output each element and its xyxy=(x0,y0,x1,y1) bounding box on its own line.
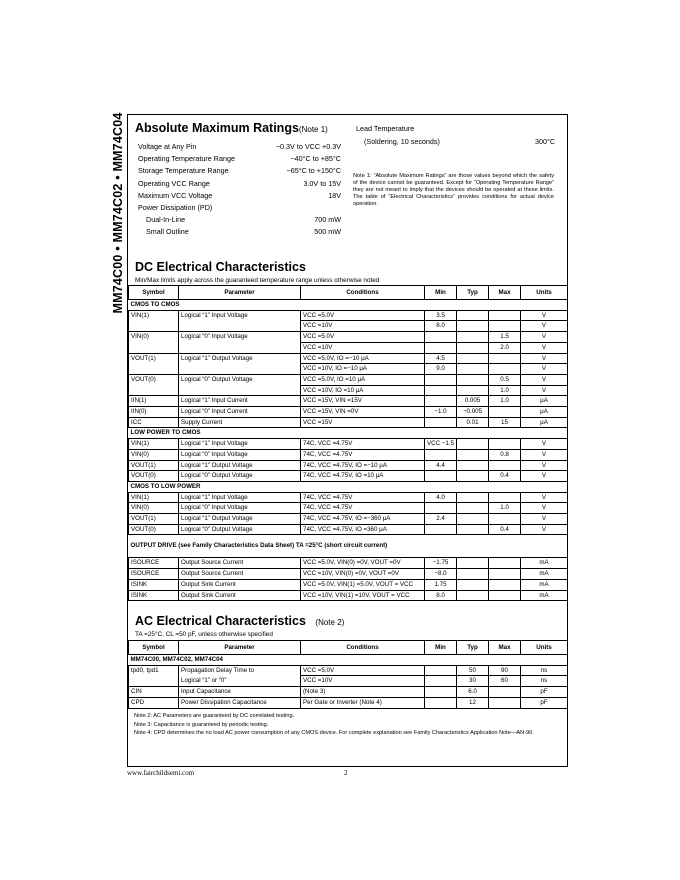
table-cell: 1.0 xyxy=(489,503,521,514)
dc-table xyxy=(128,285,568,601)
dc-header-row xyxy=(129,286,568,300)
table-cell: VIN(1) xyxy=(129,439,179,450)
page-number: 2 xyxy=(344,769,348,777)
abs-max-label: Operating Temperature Range xyxy=(138,154,235,164)
footer-url[interactable]: www.fairchildsemi.com xyxy=(127,769,195,777)
table-cell xyxy=(457,503,489,514)
ac-subtitle: TA =25°C, CL =50 pF, unless otherwise specified xyxy=(135,631,273,638)
table-cell xyxy=(489,321,521,332)
section-label: MM74C00, MM74C02, MM74C04 xyxy=(129,655,568,666)
table-cell xyxy=(457,385,489,396)
abs-max-value: 700 mW xyxy=(314,215,341,225)
abs-max-value: −0.3V to VCC +0.3V xyxy=(275,142,341,151)
table-cell xyxy=(489,407,521,418)
table-cell: Logical “0” Output Voltage xyxy=(179,374,301,385)
table-cell: mA xyxy=(521,569,568,580)
table-row xyxy=(129,569,568,580)
table-cell: 0.8 xyxy=(489,449,521,460)
table-cell: VOUT(0) xyxy=(129,374,179,385)
table-row xyxy=(129,439,568,450)
table-cell xyxy=(425,449,457,460)
table-cell: 74C, VCC =4.75V, IO =−10 μA xyxy=(301,460,425,471)
table-cell: Logical “0” Input Voltage xyxy=(179,332,301,343)
table-cell: 90 xyxy=(489,665,521,676)
table-cell: tpd0, tpd1 xyxy=(129,665,179,676)
section-label: LOW POWER TO CMOS xyxy=(129,428,568,439)
table-cell: −1.75 xyxy=(425,558,457,569)
table-cell: ISINK xyxy=(129,579,179,590)
table-row xyxy=(129,524,568,535)
table-cell: CPD xyxy=(129,697,179,708)
table-cell: Output Sink Current xyxy=(179,579,301,590)
table-cell: VCC =10V xyxy=(301,676,425,687)
table-cell: VCC =5.0V, VIN(1) =5.0V, VOUT = VCC xyxy=(301,579,425,590)
table-cell: VIN(0) xyxy=(129,503,179,514)
table-cell: ISINK xyxy=(129,590,179,601)
table-cell: Logical “0” Output Voltage xyxy=(179,471,301,482)
table-cell: V xyxy=(521,364,568,375)
column-header: Min xyxy=(425,641,457,655)
ac-title: AC Electrical Characteristics xyxy=(135,614,306,628)
table-cell: VOUT(0) xyxy=(129,524,179,535)
table-cell: 0.5 xyxy=(489,374,521,385)
table-cell: μA xyxy=(521,407,568,418)
abs-max-value: 3.0V to 15V xyxy=(303,178,341,188)
table-cell xyxy=(425,697,457,708)
table-cell: 15 xyxy=(489,417,521,428)
table-cell xyxy=(457,460,489,471)
table-cell xyxy=(425,385,457,396)
table-cell: VCC =10V xyxy=(301,321,425,332)
table-cell: 74C, VCC =4.75V, IO =360 μA xyxy=(301,524,425,535)
table-cell xyxy=(457,321,489,332)
table-cell: V xyxy=(521,449,568,460)
lead-temp-label: Lead Temperature xyxy=(356,124,415,133)
table-cell: V xyxy=(521,332,568,343)
table-cell: Output Sink Current xyxy=(179,590,301,601)
table-cell: Logical “1” Input Voltage xyxy=(179,492,301,503)
table-row xyxy=(129,353,568,364)
table-cell: CIN xyxy=(129,687,179,698)
table-cell xyxy=(425,332,457,343)
abs-max-row xyxy=(138,191,341,203)
table-cell: μA xyxy=(521,417,568,428)
column-header: Units xyxy=(521,286,568,300)
drive-title-row xyxy=(129,535,568,558)
table-cell xyxy=(457,449,489,460)
table-cell: V xyxy=(521,310,568,321)
table-cell: VCC =5.0V xyxy=(301,332,425,343)
table-cell xyxy=(457,492,489,503)
section-row xyxy=(129,428,568,439)
table-cell xyxy=(425,687,457,698)
table-cell: Per Gate or Inverter (Note 4) xyxy=(301,697,425,708)
ac-header-row xyxy=(129,641,568,655)
abs-max-label: Voltage at Any Pin xyxy=(138,142,197,151)
abs-max-note-ref: (Note 1) xyxy=(298,125,328,134)
table-cell xyxy=(457,558,489,569)
table-cell: V xyxy=(521,524,568,535)
table-cell: 4.5 xyxy=(425,353,457,364)
table-cell: V xyxy=(521,321,568,332)
table-cell xyxy=(457,374,489,385)
table-cell: VCC =5.0V, IO =10 μA xyxy=(301,374,425,385)
table-cell: VCC =15V, VIN =15V xyxy=(301,396,425,407)
table-cell: V xyxy=(521,374,568,385)
table-cell: Logical “0” Input Voltage xyxy=(179,449,301,460)
column-header: Min xyxy=(425,286,457,300)
abs-max-row xyxy=(138,203,341,215)
table-cell: −0.005 xyxy=(457,407,489,418)
abs-max-value: 500 mW xyxy=(314,227,341,237)
table-cell: −1.0 xyxy=(425,407,457,418)
table-cell: Supply Current xyxy=(179,417,301,428)
column-header: Typ xyxy=(457,286,489,300)
table-cell: Logical “0” Input Current xyxy=(179,407,301,418)
table-cell xyxy=(457,353,489,364)
table-cell: IIN(1) xyxy=(129,396,179,407)
table-row xyxy=(129,396,568,407)
column-header: Symbol xyxy=(129,286,179,300)
table-cell: Power Dissipation Capacitance xyxy=(179,697,301,708)
table-cell: VCC =10V xyxy=(301,342,425,353)
table-cell: 0.01 xyxy=(457,417,489,428)
table-cell xyxy=(457,310,489,321)
side-title-text: MM74C00 • MM74C02 • MM74C04 xyxy=(111,112,125,314)
table-cell xyxy=(457,579,489,590)
table-cell: ISOURCE xyxy=(129,569,179,580)
ac-notes xyxy=(134,712,560,738)
table-cell: Output Source Current xyxy=(179,569,301,580)
table-row xyxy=(129,374,568,385)
table-cell: 1.75 xyxy=(425,579,457,590)
table-cell: 74C, VCC =4.75V xyxy=(301,449,425,460)
table-row xyxy=(129,590,568,601)
table-cell xyxy=(179,364,301,375)
table-cell: Logical “1” or “0” xyxy=(179,676,301,687)
table-cell xyxy=(489,364,521,375)
table-cell: 74C, VCC =4.75V, IO =10 μA xyxy=(301,471,425,482)
table-cell: (Note 3) xyxy=(301,687,425,698)
column-header: Max xyxy=(489,286,521,300)
table-cell xyxy=(425,342,457,353)
table-cell: VOUT(0) xyxy=(129,471,179,482)
table-row xyxy=(129,364,568,375)
table-cell xyxy=(457,439,489,450)
table-cell: V xyxy=(521,460,568,471)
table-cell xyxy=(489,697,521,708)
table-cell xyxy=(425,396,457,407)
table-cell: VCC =15V xyxy=(301,417,425,428)
table-cell xyxy=(457,471,489,482)
table-row xyxy=(129,687,568,698)
abs-max-row xyxy=(138,166,341,178)
table-cell: Logical “1” Input Voltage xyxy=(179,439,301,450)
table-cell xyxy=(129,342,179,353)
table-cell: μA xyxy=(521,396,568,407)
table-cell: Output Source Current xyxy=(179,558,301,569)
table-cell xyxy=(179,321,301,332)
table-cell xyxy=(489,460,521,471)
ac-note: Note 3: Capacitance is guaranteed by periodic testing. xyxy=(134,721,269,728)
table-cell: VCC =5.0V, VIN(0) =0V, VOUT =0V xyxy=(301,558,425,569)
column-header: Symbol xyxy=(129,641,179,655)
table-row xyxy=(129,460,568,471)
table-cell: VIN(1) xyxy=(129,492,179,503)
table-cell: Propagation Delay Time to xyxy=(179,665,301,676)
table-cell xyxy=(129,676,179,687)
table-cell: VCC −1.5 xyxy=(425,439,457,450)
table-cell: V xyxy=(521,503,568,514)
table-row xyxy=(129,514,568,525)
table-cell: −8.0 xyxy=(425,569,457,580)
table-cell xyxy=(179,342,301,353)
table-cell: Input Capacitance xyxy=(179,687,301,698)
abs-max-value: 18V xyxy=(328,190,341,200)
table-cell: 60 xyxy=(489,676,521,687)
table-cell: ISOURCE xyxy=(129,558,179,569)
abs-max-list xyxy=(138,142,341,240)
section-label: CMOS TO CMOS xyxy=(129,300,568,311)
column-header: Max xyxy=(489,641,521,655)
table-cell xyxy=(489,439,521,450)
table-cell: VCC =10V, IO =10 μA xyxy=(301,385,425,396)
table-cell: VCC =5.0V xyxy=(301,665,425,676)
table-cell xyxy=(457,590,489,601)
table-cell: Logical “1” Input Voltage xyxy=(179,310,301,321)
table-cell: VIN(0) xyxy=(129,332,179,343)
table-cell: VOUT(1) xyxy=(129,353,179,364)
table-cell: Logical “1” Output Voltage xyxy=(179,514,301,525)
table-cell: Logical “1” Input Current xyxy=(179,396,301,407)
table-cell: VCC =5.0V, IO =−10 μA xyxy=(301,353,425,364)
abs-max-row xyxy=(138,142,341,154)
note-1: Note 1: “Absolute Maximum Ratings” are those values beyond which the safety of the device cannot be guaranteed. Except for “Operating Temperature Range” they are not meant to imply that the devices should be operated at these limits. The table of “Electrical Characteristics” provides conditions for actual device operation. xyxy=(353,173,554,207)
section-label: CMOS TO LOW POWER xyxy=(129,481,568,492)
ac-note-ref: (Note 2) xyxy=(315,618,345,627)
abs-max-row xyxy=(138,154,341,166)
table-cell xyxy=(489,687,521,698)
column-header: Conditions xyxy=(301,641,425,655)
table-cell xyxy=(457,514,489,525)
table-cell: 3.5 xyxy=(425,310,457,321)
table-cell xyxy=(425,524,457,535)
table-cell xyxy=(457,524,489,535)
abs-max-label: Dual-In-Line xyxy=(146,215,186,225)
table-cell xyxy=(129,385,179,396)
ac-note: Note 2: AC Parameters are guaranteed by DC correlated testing. xyxy=(134,713,295,719)
table-row xyxy=(129,579,568,590)
dc-subtitle: Min/Max limits apply across the guaranteed temperature range unless otherwise noted xyxy=(135,277,380,284)
table-cell: V xyxy=(521,439,568,450)
abs-max-row xyxy=(138,227,341,239)
column-header: Parameter xyxy=(179,286,301,300)
table-cell: Logical “1” Output Voltage xyxy=(179,460,301,471)
abs-max-label: Small Outline xyxy=(146,227,189,237)
table-row xyxy=(129,676,568,687)
table-cell: 4.4 xyxy=(425,460,457,471)
table-cell: 2.0 xyxy=(489,342,521,353)
column-header: Units xyxy=(521,641,568,655)
abs-max-label: Operating VCC Range xyxy=(138,178,210,188)
dc-title: DC Electrical Characteristics xyxy=(135,260,306,274)
table-cell: VCC =10V, VIN(0) =0V, VOUT =0V xyxy=(301,569,425,580)
table-row xyxy=(129,385,568,396)
table-cell xyxy=(489,353,521,364)
table-cell xyxy=(129,364,179,375)
ac-heading xyxy=(135,614,344,628)
table-cell xyxy=(457,364,489,375)
abs-max-value: −40°C to +85°C xyxy=(290,154,341,164)
table-cell: 74C, VCC =4.75V xyxy=(301,503,425,514)
table-cell xyxy=(489,569,521,580)
table-row xyxy=(129,449,568,460)
table-cell xyxy=(457,342,489,353)
table-cell: 74C, VCC =4.75V xyxy=(301,439,425,450)
table-cell: 0.4 xyxy=(489,471,521,482)
table-cell: 1.0 xyxy=(489,385,521,396)
table-cell: 4.0 xyxy=(425,492,457,503)
lead-temp-sub: (Soldering, 10 seconds) xyxy=(364,137,440,146)
table-cell xyxy=(425,374,457,385)
table-cell: mA xyxy=(521,579,568,590)
table-cell: VIN(1) xyxy=(129,310,179,321)
table-cell: mA xyxy=(521,558,568,569)
table-cell: ns xyxy=(521,665,568,676)
table-cell: 50 xyxy=(457,665,489,676)
table-cell xyxy=(489,310,521,321)
table-cell: 30 xyxy=(457,676,489,687)
abs-max-label: Power Dissipation (PD) xyxy=(138,202,213,212)
table-cell xyxy=(425,503,457,514)
table-cell: V xyxy=(521,471,568,482)
table-cell: 8.0 xyxy=(425,321,457,332)
table-cell: 9.0 xyxy=(425,364,457,375)
table-cell: 8.0 xyxy=(425,590,457,601)
table-cell: VOUT(1) xyxy=(129,460,179,471)
table-cell xyxy=(425,665,457,676)
table-row xyxy=(129,697,568,708)
table-cell: Logical “0” Input Voltage xyxy=(179,503,301,514)
table-cell xyxy=(489,579,521,590)
abs-max-label: Maximum VCC Voltage xyxy=(138,190,213,200)
column-header: Typ xyxy=(457,641,489,655)
table-cell: 2.4 xyxy=(425,514,457,525)
table-cell: IIN(0) xyxy=(129,407,179,418)
table-cell: 74C, VCC =4.75V, IO =−360 μA xyxy=(301,514,425,525)
table-row xyxy=(129,471,568,482)
table-cell xyxy=(489,558,521,569)
table-cell: mA xyxy=(521,590,568,601)
table-cell xyxy=(457,569,489,580)
abs-max-value: −65°C to +150°C xyxy=(286,166,341,176)
table-row xyxy=(129,407,568,418)
table-row xyxy=(129,417,568,428)
section-row xyxy=(129,481,568,492)
table-cell: VCC =10V, IO =−10 μA xyxy=(301,364,425,375)
table-cell xyxy=(489,492,521,503)
table-cell: ns xyxy=(521,676,568,687)
section-row xyxy=(129,655,568,666)
table-cell xyxy=(425,676,457,687)
table-cell: 0.005 xyxy=(457,396,489,407)
table-row xyxy=(129,558,568,569)
table-row xyxy=(129,665,568,676)
ac-note: Note 4: CPD determines the no load AC power consumption of any CMOS device. For complete explanation see Family Characteristics Application Note—AN-90. xyxy=(134,730,534,737)
lead-temp-value: 300°C xyxy=(535,137,556,146)
table-cell xyxy=(489,514,521,525)
table-row xyxy=(129,310,568,321)
table-cell: 12 xyxy=(457,697,489,708)
table-row xyxy=(129,332,568,343)
table-cell: ICC xyxy=(129,417,179,428)
table-cell: 6.0 xyxy=(457,687,489,698)
column-header: Conditions xyxy=(301,286,425,300)
table-cell: 1.0 xyxy=(489,396,521,407)
table-cell xyxy=(179,385,301,396)
section-row xyxy=(129,300,568,311)
table-cell: V xyxy=(521,342,568,353)
table-cell: VCC =10V, VIN(1) =10V, VOUT = VCC xyxy=(301,590,425,601)
table-cell: Logical “0” Output Voltage xyxy=(179,524,301,535)
table-cell: 74C, VCC =4.75V xyxy=(301,492,425,503)
table-cell: 1.5 xyxy=(489,332,521,343)
table-cell xyxy=(425,417,457,428)
table-cell: VCC =5.0V xyxy=(301,310,425,321)
table-row xyxy=(129,321,568,332)
table-cell: pF xyxy=(521,697,568,708)
table-cell xyxy=(425,471,457,482)
ac-table xyxy=(128,640,568,709)
abs-max-title: Absolute Maximum Ratings xyxy=(135,121,299,135)
table-cell xyxy=(457,332,489,343)
column-header: Parameter xyxy=(179,641,301,655)
abs-max-row xyxy=(138,215,341,227)
table-cell: pF xyxy=(521,687,568,698)
table-cell: VOUT(1) xyxy=(129,514,179,525)
table-row xyxy=(129,492,568,503)
abs-max-row xyxy=(138,179,341,191)
table-cell: 0.4 xyxy=(489,524,521,535)
table-row xyxy=(129,342,568,353)
table-cell: V xyxy=(521,353,568,364)
table-cell: Logical “1” Output Voltage xyxy=(179,353,301,364)
table-cell xyxy=(129,321,179,332)
table-cell: V xyxy=(521,514,568,525)
table-row xyxy=(129,503,568,514)
table-cell: VCC =15V, VIN =0V xyxy=(301,407,425,418)
abs-max-heading xyxy=(135,121,328,135)
table-cell: VIN(0) xyxy=(129,449,179,460)
table-cell: V xyxy=(521,385,568,396)
drive-title: OUTPUT DRIVE (see Family Characteristics Data Sheet) TA =25°C (short circuit current) xyxy=(130,542,388,550)
abs-max-label: Storage Temperature Range xyxy=(138,166,229,176)
table-cell: V xyxy=(521,492,568,503)
table-cell xyxy=(489,590,521,601)
